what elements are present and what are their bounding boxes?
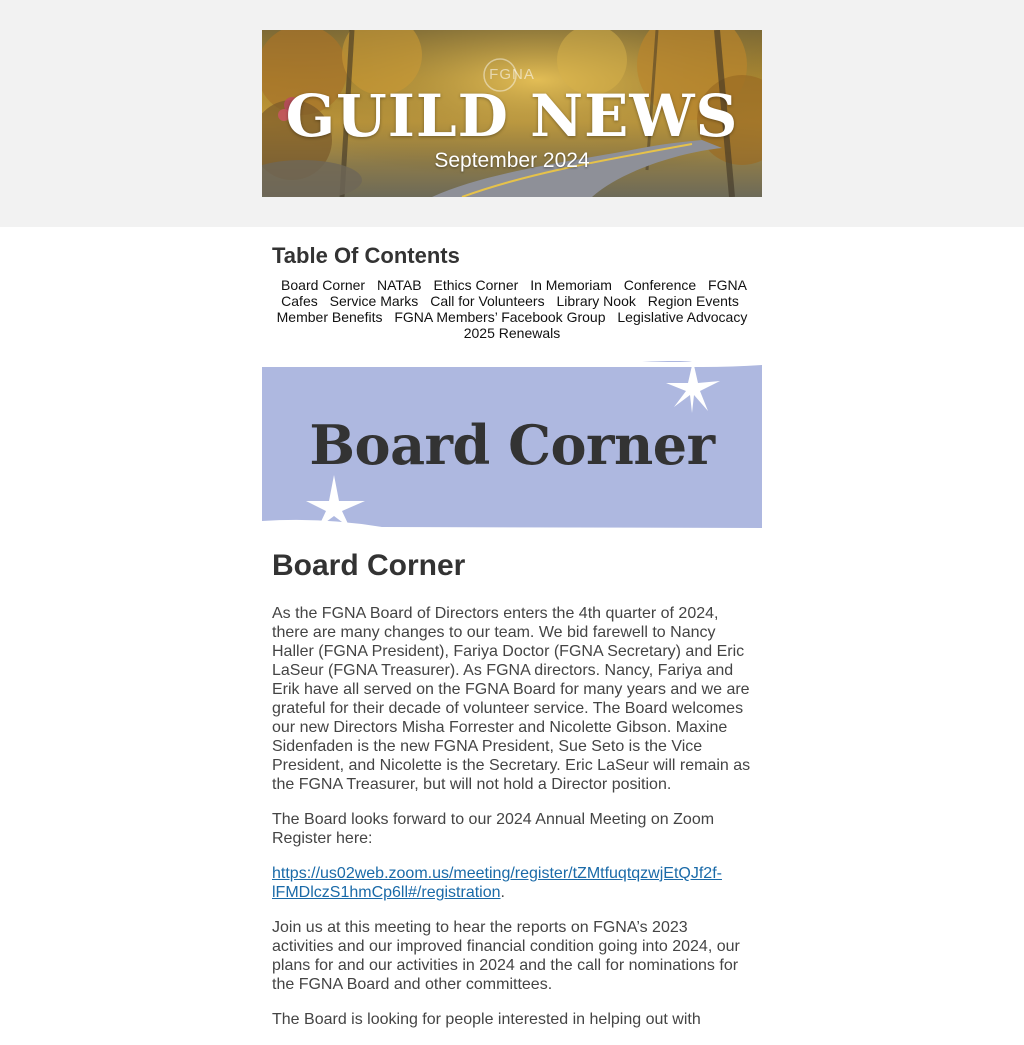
article-paragraph: The Board looks forward to our 2024 Annual Meeting on Zoom Register here: [272,811,715,847]
toc-link-fgna-cafes[interactable]: FGNA Cafes [281,277,747,309]
toc-link-facebook-group[interactable]: FGNA Members’ Facebook Group [394,309,606,325]
toc-link-library-nook[interactable]: Library Nook [556,293,636,309]
toc-link-in-memoriam[interactable]: In Memoriam [530,277,612,293]
banner-title: Board Corner [309,413,715,477]
zoom-registration-paragraph [272,864,752,902]
sparkle-icon-bottom [306,475,365,528]
newsletter-issue-date: September 2024 [434,149,590,172]
board-corner-article [262,550,762,1029]
toc-link-member-benefits[interactable]: Member Benefits [276,309,383,325]
toc-link-board-corner[interactable]: Board Corner [281,277,366,293]
article-title: Board Corner [272,549,466,582]
toc-link-call-for-volunteers[interactable]: Call for Volunteers [430,293,545,309]
newsletter-content [262,227,762,1045]
article-paragraph: Join us at this meeting to hear the reports on FGNA’s 2023 activities and our improved financial condition going into 2024, our plans for and our activities in 2024 and the call for nominations for the FGNA Board and other committees. [272,919,740,993]
sparkle-icon-top [666,361,720,413]
toc-link-2025-renewals[interactable]: 2025 Renewals [463,325,561,341]
newsletter-hero-image [262,30,762,197]
fgna-logo-text: FGNA [489,66,535,83]
toc-link-region-events[interactable]: Region Events [647,293,739,309]
link-suffix: . [500,884,505,901]
toc-link-legislative-advocacy[interactable]: Legislative Advocacy [617,309,748,325]
toc-heading: Table Of Contents [272,243,460,268]
article-paragraph: As the FGNA Board of Directors enters the 4th quarter of 2024, there are many changes to our team. We bid farewell to Nancy Haller (FGNA President), Fariya Doctor (FGNA Secretary) and Eric LaSeur (FGNA Treasurer). As FGNA directors. Nancy, Fariya and Erik have all served on the FGNA Board for many years and we are grateful for their decade of volunteer service. The Board welcomes our new Directors Misha Forrester and Nicolette Gibson. Maxine Sidenfaden is the new FGNA President, Sue Seto is the Vice President, and Nicolette is the Secretary. Eric LaSeur will remain as the FGNA Treasurer, but will not hold a Director position. [272,605,751,793]
toc-link-ethics-corner[interactable]: Ethics Corner [433,277,519,293]
newsletter-title: GUILD NEWS [285,82,739,150]
board-corner-banner [262,361,762,528]
zoom-registration-link[interactable]: https://us02web.zoom.us/meeting/register/tZMtfuqtqzwjEtQJf2f-lFMDlczS1hmCp6ll#/registration [272,865,722,901]
toc-link-conference[interactable]: Conference [623,277,697,293]
article-paragraph: The Board is looking for people interested in helping out with [272,1011,701,1028]
toc-link-service-marks[interactable]: Service Marks [329,293,419,309]
toc-link-natab[interactable]: NATAB [376,277,422,293]
table-of-contents [272,277,752,341]
